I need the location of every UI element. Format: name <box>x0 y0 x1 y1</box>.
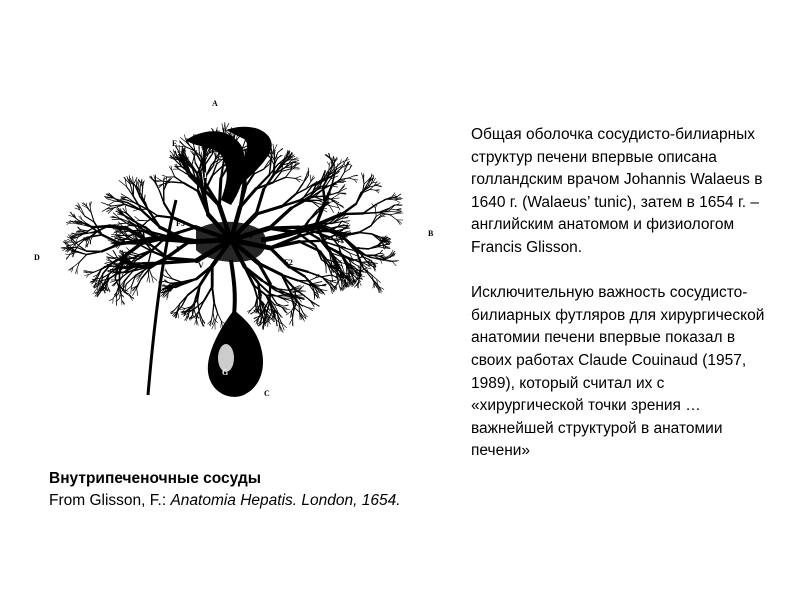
vessel-branch <box>142 221 148 226</box>
vessel-branch <box>370 185 375 189</box>
figure-label-f3: F3 <box>176 219 185 228</box>
vessel-branch <box>79 255 86 263</box>
vessel-branch <box>342 213 363 214</box>
vessel-branch <box>361 173 363 178</box>
vessel-branch <box>359 226 371 233</box>
vessel-branch <box>299 290 306 291</box>
vessel-branch <box>226 123 229 130</box>
vessel-branch <box>258 283 259 299</box>
vessel-branch <box>286 177 296 178</box>
vessel-branch <box>299 241 321 242</box>
figure-label-g: G <box>222 368 229 377</box>
vessel-branch <box>293 163 299 164</box>
vessel-branch <box>330 280 336 281</box>
vessel-branch <box>321 275 330 277</box>
vessel-branch <box>218 313 222 321</box>
vessel-branch <box>107 199 115 201</box>
vessel-branch <box>309 210 317 220</box>
vessel-branch <box>133 209 139 211</box>
vessel-branch <box>89 203 90 207</box>
vessel-branch <box>278 149 283 153</box>
vessel-branch <box>194 155 195 163</box>
vessel-branch <box>144 195 145 202</box>
vessel-branch <box>256 190 264 215</box>
caption-source-prefix: From Glisson, F.: <box>49 492 171 509</box>
caption-source-title: Anatomia Hepatis. London, 1654. <box>170 492 401 509</box>
vessel-branch <box>359 282 361 286</box>
vessel-branch <box>299 286 304 291</box>
vessel-branch <box>88 271 94 272</box>
vessel-branch <box>115 201 127 202</box>
vessel-branch <box>375 208 376 216</box>
vessel-branch <box>195 319 197 325</box>
vessel-branch <box>213 312 214 319</box>
figure-label-v: V <box>198 261 204 270</box>
vessel-branch <box>137 288 138 295</box>
vessel-branch <box>87 235 102 238</box>
vessel-branch <box>396 194 401 198</box>
vessel-branch <box>147 275 149 282</box>
vessel-branch <box>308 272 322 277</box>
vessel-branch <box>131 286 132 293</box>
vessel-branch <box>342 222 349 224</box>
vessel-branch <box>114 251 118 258</box>
figure-label-a: A <box>212 99 218 108</box>
vessel-branch <box>356 248 369 249</box>
vessel-branch <box>137 279 142 289</box>
paragraph-couinaud: Исключительную важность сосудисто-билиарных футляров для хирургической анатомии печени впервые показал в своих работах Claude Couinaud (1957, 1989), который считал их с «хирургической точки зрения … важнейшей структурой в анатомии печени» <box>471 284 765 460</box>
vessel-branch <box>94 288 97 292</box>
vessel-branch <box>338 188 346 192</box>
figure-label-l: L <box>204 171 210 180</box>
vessel-branch <box>102 244 120 252</box>
gallbladder <box>208 310 263 397</box>
vessel-branch <box>334 162 335 168</box>
vessel-branch <box>77 232 81 233</box>
vessel-branch <box>373 283 374 289</box>
figure-label-c: C <box>264 389 270 398</box>
figure-label-f4: F4 <box>156 233 165 242</box>
vessel-branch <box>219 179 221 206</box>
vessel-branch <box>354 283 357 288</box>
vessel-branch <box>376 190 380 191</box>
vessel-branch <box>278 155 282 158</box>
vessel-branch <box>172 182 184 183</box>
vessel-branch <box>329 162 330 166</box>
vessel-branch <box>342 221 350 222</box>
vessel-branch <box>395 200 400 203</box>
vessel-branch <box>349 178 354 179</box>
vessel-branch <box>269 208 291 228</box>
vessel-branch <box>359 233 372 234</box>
vessel-branch <box>166 261 197 263</box>
figure-label-b: B <box>428 229 434 238</box>
paragraph-walaeus: Общая оболочка сосудисто-билиарных структур печени впервые описана голландским врачом Johannis Walaeus в 1640 г. (Walaeus’ tunic), затем в 1654 г. – английским анатомом и физиологом Francis Glisson. <box>471 126 763 256</box>
vessel-branch <box>315 197 323 200</box>
vessel-branch <box>84 270 88 271</box>
vessel-branch <box>327 162 329 166</box>
figure-label-e: E <box>172 139 178 148</box>
vessel-branch <box>338 185 345 193</box>
vessel-branch <box>310 175 311 182</box>
vessel-branch <box>120 223 132 224</box>
vessel-branch <box>279 325 280 332</box>
vessel-branch <box>390 215 397 220</box>
vessel-branch <box>309 278 315 281</box>
vessel-branch <box>212 287 214 302</box>
vessel-branch <box>251 305 255 310</box>
vessel-branch <box>295 176 301 178</box>
figure-caption <box>49 468 429 512</box>
figure-label-d: D <box>34 253 40 262</box>
vessel-branch <box>178 312 179 318</box>
figure-label-f2: F2 <box>284 258 293 267</box>
vessel-branch <box>387 199 395 200</box>
caption-title: Внутрипеченочные сосуды <box>49 470 261 487</box>
vessel-branch <box>135 217 140 221</box>
vessel-branch <box>305 296 311 301</box>
vessel-branch <box>356 193 362 204</box>
vessel-branch <box>285 167 293 168</box>
vessel-branch <box>66 255 69 260</box>
figure-label-f1: F1 <box>244 231 253 240</box>
vessel-branch <box>354 264 358 266</box>
vessel-branch <box>256 206 282 214</box>
vessel-branch <box>107 227 126 228</box>
main-text <box>471 124 771 463</box>
vessel-branch <box>380 250 382 253</box>
vessel-branch <box>116 293 117 300</box>
vessel-branch <box>133 266 148 267</box>
cystic-duct <box>231 260 235 315</box>
vessel-branch <box>390 213 397 215</box>
vessel-branch <box>370 189 376 190</box>
vessel-branch <box>190 151 194 156</box>
vessel-branch <box>172 171 175 177</box>
central-vessels <box>196 222 266 262</box>
vessel-branch <box>177 146 185 147</box>
vessel-branch <box>337 241 342 243</box>
vessel-branch <box>286 170 291 177</box>
vessel-branch <box>349 176 354 178</box>
figure-label-f: F <box>176 245 181 254</box>
vessel-branch <box>212 319 214 324</box>
vessel-branch <box>108 201 115 205</box>
vessel-branch <box>149 275 150 282</box>
vessel-branch <box>214 302 218 313</box>
vessel-branch <box>389 211 396 212</box>
liver-vessels-engraving <box>26 90 446 410</box>
vessel-branch <box>109 299 113 301</box>
vessel-branch <box>116 299 119 301</box>
vessel-branch <box>120 235 132 236</box>
vessel-branch <box>204 287 212 301</box>
